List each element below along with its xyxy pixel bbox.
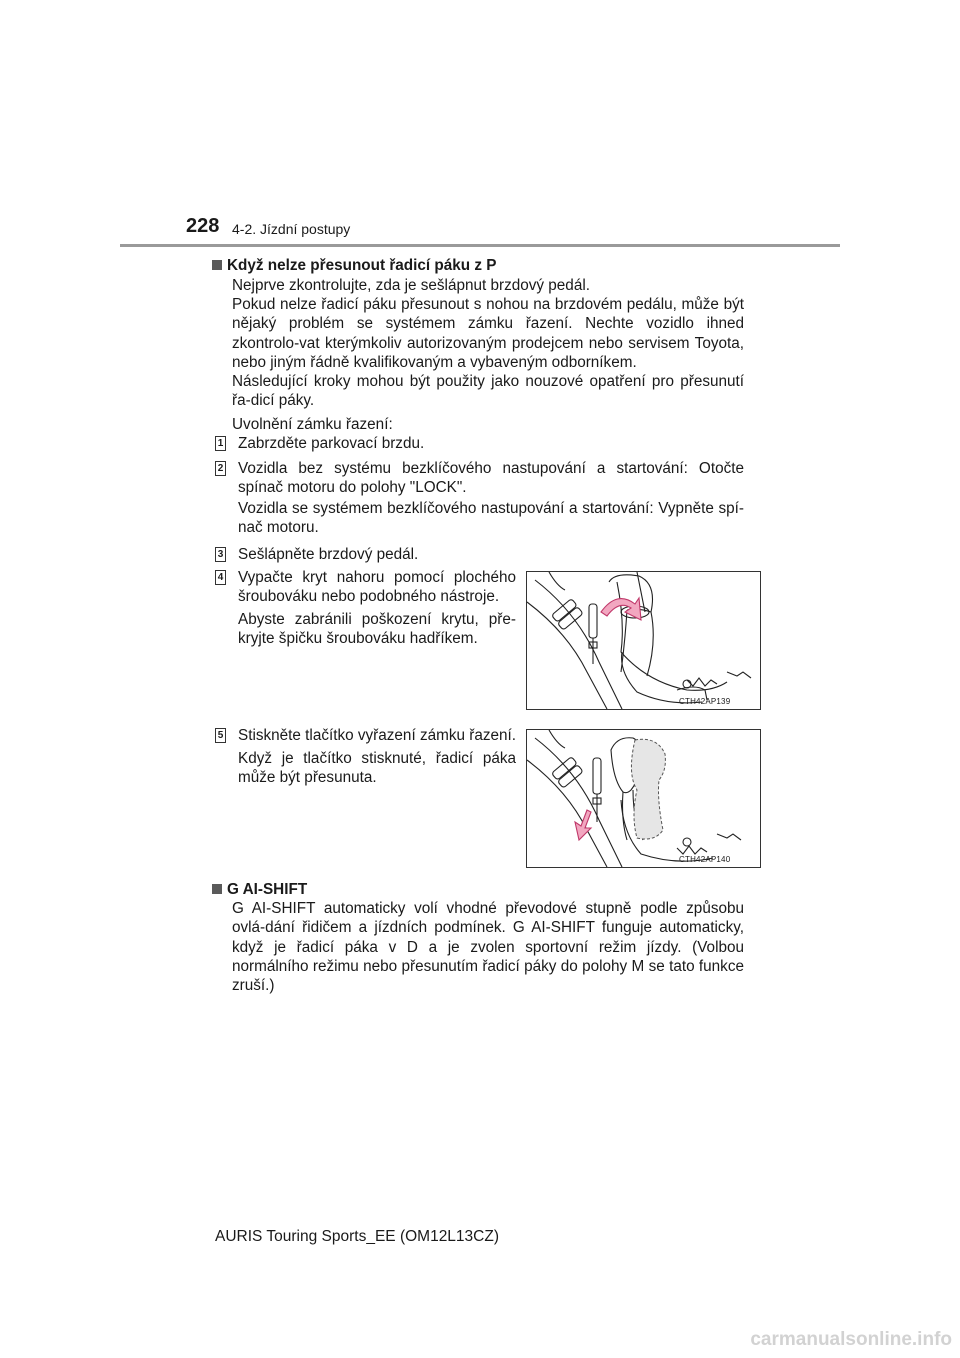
page-number: 228	[186, 215, 220, 237]
step-4-note: Abyste zabránili poškození krytu, pře-kryjte špičku šroubováku hadříkem.	[238, 611, 516, 648]
square-bullet-icon	[212, 884, 222, 894]
step-2-text: Vozidla bez systému bezklíčového nastupování a startování: Otočte spínač motoru do polohy "LOCK".	[238, 460, 744, 497]
down-arrow-icon	[575, 810, 591, 840]
step-number-5: 5	[215, 728, 226, 743]
figure-release-button	[526, 729, 761, 868]
figure-code-2: CTH42AP140	[679, 855, 731, 864]
step-5-note: Když je tlačítko stisknuté, řadicí páka může být přesunuta.	[238, 750, 516, 787]
shift-lock-release-illustration	[527, 730, 760, 867]
step-5-text: Stiskněte tlačítko vyřazení zámku řazení.	[238, 727, 517, 744]
lever-moved-ghost	[631, 739, 665, 839]
section-title: 4-2. Jízdní postupy	[232, 221, 351, 237]
step-1-text: Zabrzděte parkovací brzdu.	[238, 435, 425, 452]
step-number-1: 1	[215, 436, 226, 451]
step-number-2: 2	[215, 461, 226, 476]
paragraph-problem: Pokud nelze řadicí páku přesunout s nohou na brzdovém pedálu, může být nějaký problém se systémem zámku řazení. Nechte vozidlo ihned zkontrolo-vat kterýmkoliv autorizovaným prodejcem nebo servisem Toyota, nebo jiným řádně kvalifikovaným a vybaveným odborníkem.	[232, 296, 744, 371]
paragraph-ai-shift: G AI-SHIFT automaticky volí vhodné převodové stupně podle způsobu ovlá-dání řidičem a jízdních podmínek. G AI-SHIFT funguje automaticky, když je řadicí páka v D a je zvolen sportovní režim jízdy. (Volbou normálního režimu nebo přesunutím řadicí páky do polohy M se tato funkce zruší.)	[232, 900, 744, 995]
step-2-note: Vozidla se systémem bezklíčového nastupování a startování: Vypněte spí-nač motoru.	[238, 500, 744, 537]
square-bullet-icon	[212, 260, 222, 270]
figure-code-1: CTH42AP139	[679, 697, 731, 706]
footer-model: AURIS Touring Sports_EE (OM12L13CZ)	[215, 1228, 499, 1245]
paragraph-check-brake: Nejprve zkontrolujte, zda je sešlápnut brzdový pedál.	[232, 277, 590, 294]
step-4-text: Vypačte kryt nahoru pomocí plochého šroubováku nebo podobného nástroje.	[238, 569, 516, 606]
step-3-text: Sešlápněte brzdový pedál.	[238, 546, 419, 563]
step-number-3: 3	[215, 547, 226, 562]
release-label: Uvolnění zámku řazení:	[232, 416, 393, 433]
shift-lever-cover-illustration	[527, 572, 760, 709]
heading-ai-shift: G AI-SHIFT	[212, 880, 307, 899]
paragraph-emergency: Následující kroky mohou být použity jako nouzové opatření pro přesunutí řa-dicí páky.	[232, 373, 744, 410]
watermark: carmanualsonline.info	[750, 1329, 952, 1350]
figure-open-cover	[526, 571, 761, 710]
step-number-4: 4	[215, 570, 226, 585]
heading-shift-p: Když nelze přesunout řadicí páku z P	[212, 256, 496, 275]
header-rule	[120, 244, 840, 247]
